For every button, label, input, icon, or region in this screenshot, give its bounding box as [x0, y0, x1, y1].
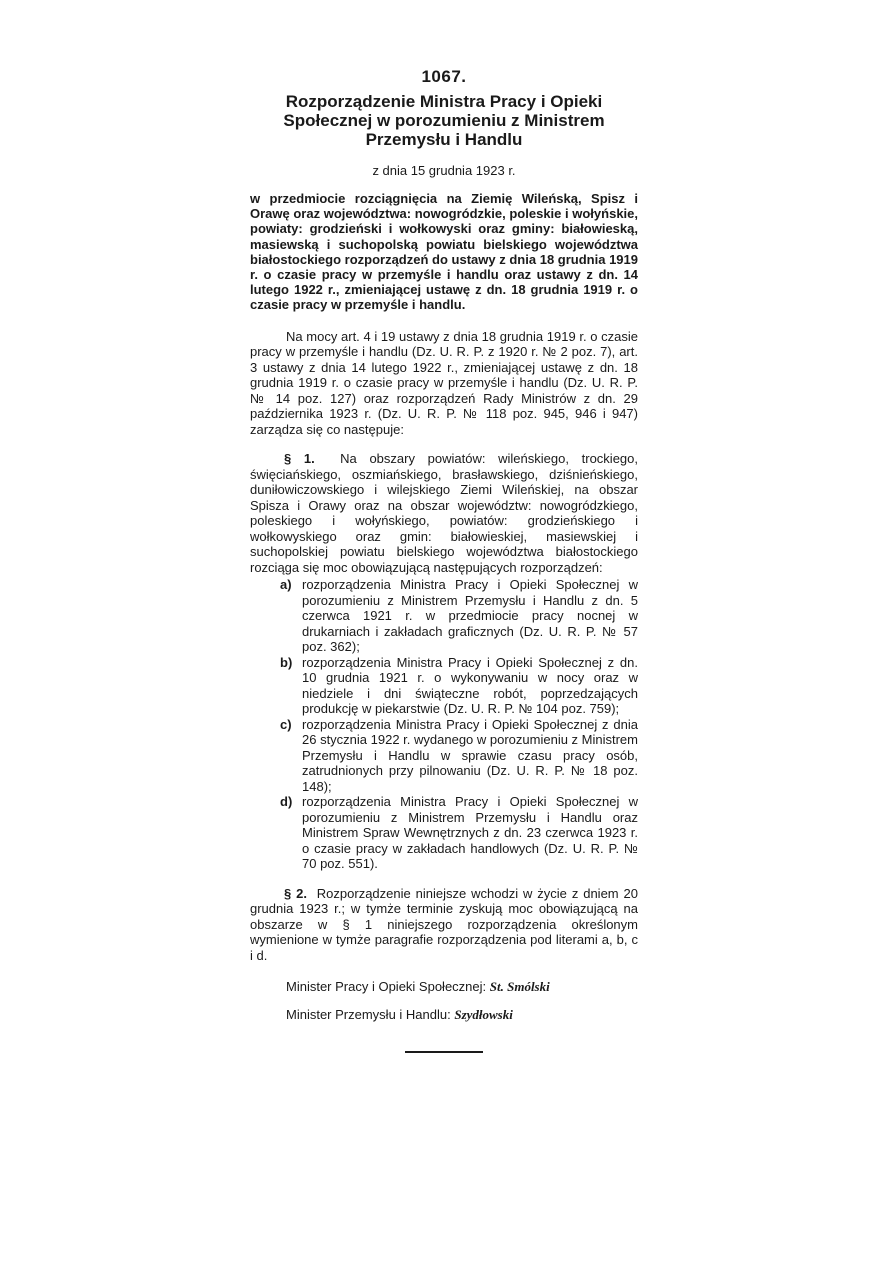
signature-name: Szydłowski [454, 1007, 513, 1023]
list-item [280, 655, 638, 717]
list-item-marker: b) [280, 654, 293, 670]
list-item [280, 794, 638, 872]
document-date: z dnia 15 grudnia 1923 r. [372, 163, 516, 178]
list-item-text: rozporządzenia Ministra Pracy i Opieki Społecznej w porozumieniu z Ministrem Przemysłu i Handlu z dn. 5 czerwca 1921 r. w przedmiocie pracy nocnej w drukarniach i zakładach graficznych (Dz. U. R. P. № 57 poz. 362); [302, 577, 638, 655]
preamble: Na mocy art. 4 i 19 ustawy z dnia 18 grudnia 1919 r. o czasie pracy w przemyśle i handlu (Dz. U. R. P. z 1920 r. № 2 poz. 7), art. 3 ustawy z dnia 14 lutego 1922 r., zmieniającej ustawę z dn. 18 grudnia 1919 r. o czasie pracy w przemyśle i handlu (Dz. U. R. P. № 14 poz. 127) oraz rozporządzeń Rady Ministrów z dn. 29 października 1923 r. (Dz. U. R. P. № 118 poz. 945, 946 i 947) zarządza się co następuje: [250, 328, 638, 437]
document-subject: w przedmiocie rozciągnięcia na Ziemię Wileńską, Spisz i Orawę oraz województwa: nowogródzkie, poleskie i wołyńskie, powiaty: grodzieński i wołkowyski oraz gminy: białowieską, masiewską i suchopolską powiatu bielskiego województwa białostockiego rozporządzeń do ustawy z dnia 18 grudnia 1919 r. o czasie pracy w przemyśle i handlu oraz ustawy z dn. 14 lutego 1922 r., zmieniającej ustawę z dn. 18 grudnia 1919 r. o czasie pracy w przemyśle i handlu. [250, 191, 638, 313]
signature-line [286, 1007, 638, 1023]
list-item-marker: a) [280, 577, 292, 593]
paragraph-1-text: Na obszary powiatów: wileńskiego, trockiego, święciańskiego, oszmiańskiego, brasławskiego, dziśnieńskiego, duniłowiczowskiego i wilejskiego Ziemi Wileńskiej, na obszar Spisza i Orawy oraz na obszar województw: nowogródzkiego, poleskiego i wołyńskiego, powiatów: grodzieńskiego i wołkowyskiego oraz gmin: białowieskiej, masiewskiej i suchopolskiej powiatu bielskiego województwa białostockiego rozciąga się moc obowiązującą następujących rozporządzeń: [250, 451, 638, 575]
list-item-marker: c) [280, 716, 292, 732]
list-item-text: rozporządzenia Ministra Pracy i Opieki Społecznej z dnia 26 stycznia 1922 r. wydanego w porozumieniu z Ministrem Przemysłu i Handlu w sprawie czasu pracy osób, zatrudnionych przy pilnowaniu (Dz. U. R. P. № 18 poz. 148); [302, 716, 638, 794]
list-item [280, 717, 638, 795]
list-item-marker: d) [280, 794, 293, 810]
paragraph-2 [250, 886, 638, 964]
list-item-text: rozporządzenia Ministra Pracy i Opieki Społecznej w porozumieniu z Ministrem Przemysłu i Handlu oraz Ministrem Spraw Wewnętrznych z dn. 23 czerwca 1923 r. o czasie pracy w zakładach handlowych (Dz. U. R. P. № 70 poz. 551). [302, 794, 638, 872]
signature-line [286, 979, 638, 995]
list-item [280, 577, 638, 655]
document-title: Rozporządzenie Ministra Pracy i Opieki Społecznej w porozumieniu z Ministrem Przemysłu i Handlu [283, 92, 605, 149]
signature-role: Minister Przemysłu i Handlu: [286, 1007, 451, 1023]
signature-name: St. Smólski [489, 979, 550, 995]
paragraph-2-text: Rozporządzenie niniejsze wchodzi w życie z dniem 20 grudnia 1923 r.; w tymże terminie zyskują moc obowiązującą na obszarze w § 1 niniejszego rozporządzenia określonym wymienione w tymże paragrafie rozporządzenia pod literami a, b, c i d. [250, 885, 638, 963]
paragraph-1-label: § 1. [284, 451, 315, 467]
list-item-text: rozporządzenia Ministra Pracy i Opieki Społecznej z dn. 10 grudnia 1921 r. o wykonywaniu w nocy oraz w niedziele i dni świąteczne robót, poprzedzających produkcję w piekarstwie (Dz. U. R. P. № 104 poz. 759); [302, 654, 638, 717]
act-number: 1067. [421, 67, 467, 86]
regulation-list [280, 577, 638, 872]
closing-rule [405, 1051, 483, 1053]
paragraph-2-label: § 2. [284, 885, 307, 901]
document-column [250, 66, 638, 1053]
paragraph-1 [250, 451, 638, 575]
signature-role: Minister Pracy i Opieki Społecznej: [286, 979, 487, 995]
